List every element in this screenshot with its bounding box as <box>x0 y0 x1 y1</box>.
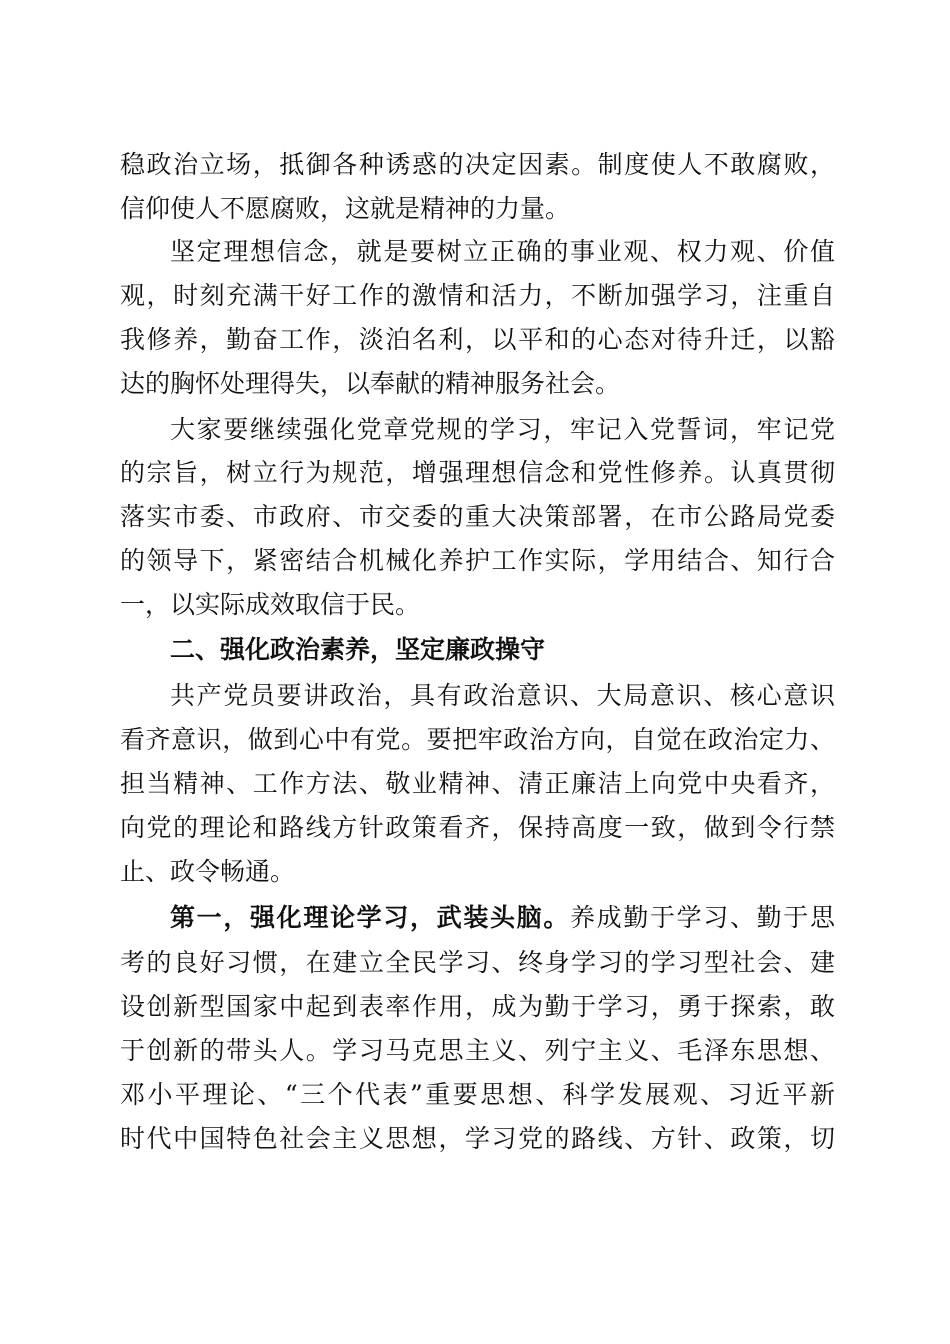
text-line: 时代中国特色社会主义思想，学习党的路线、方针、政策，切 <box>120 1124 835 1153</box>
text-line: 落实市委、市政府、市交委的重大决策部署，在市公路局党委 <box>120 502 835 531</box>
text-line: 我修养，勤奋工作，淡泊名利，以平和的心态对待升迁，以豁 <box>120 325 835 354</box>
text-line: 于创新的带头人。学习马克思主义、列宁主义、毛泽东思想、 <box>120 1036 835 1065</box>
text-line: 达的胸怀处理得失，以奉献的精神服务社会。 <box>120 369 621 398</box>
text-line: 观，时刻充满干好工作的激情和活力，不断加强学习，注重自 <box>120 281 835 310</box>
section-heading: 二、强化政治素养，坚定廉政操守 <box>170 635 546 664</box>
text-line: 共产党员要讲政治，具有政治意识、大局意识、核心意识 <box>170 681 835 710</box>
text-line: 信仰使人不愿腐败，这就是精神的力量。 <box>120 194 571 223</box>
text-line: 一，以实际成效取信于民。 <box>120 590 421 619</box>
text-line <box>170 898 835 938</box>
text-line: 止、政令畅通。 <box>120 857 296 886</box>
text-line: 的领导下，紧密结合机械化养护工作实际，学用结合、知行合 <box>120 546 835 575</box>
text-line: 大家要继续强化党章党规的学习，牢记入党誓词，牢记党 <box>170 415 835 444</box>
text-line: 的宗旨，树立行为规范，增强理想信念和党性修养。认真贯彻 <box>120 458 835 487</box>
text-line: 坚定理想信念，就是要树立正确的事业观、权力观、价值 <box>170 237 835 266</box>
text-line: 考的良好习惯，在建立全民学习、终身学习的学习型社会、建 <box>120 948 835 977</box>
text-line: 设创新型国家中起到表率作用，成为勤于学习，勇于探索，敢 <box>120 992 835 1021</box>
bold-lead-phrase: 第一，强化理论学习，武装头脑。 <box>170 903 570 932</box>
text-line: 看齐意识，做到心中有党。要把牢政治方向，自觉在政治定力、 <box>120 725 835 754</box>
text-run: 养成勤于学习、勤于思 <box>569 903 835 932</box>
text-line: 向党的理论和路线方针政策看齐，保持高度一致，做到令行禁 <box>120 813 835 842</box>
text-line: 担当精神、工作方法、敬业精神、清正廉洁上向党中央看齐， <box>120 769 835 798</box>
text-line: 邓小平理论、“三个代表”重要思想、科学发展观、习近平新 <box>120 1080 835 1109</box>
text-line: 稳政治立场，抵御各种诱惑的决定因素。制度使人不敢腐败， <box>120 150 835 179</box>
